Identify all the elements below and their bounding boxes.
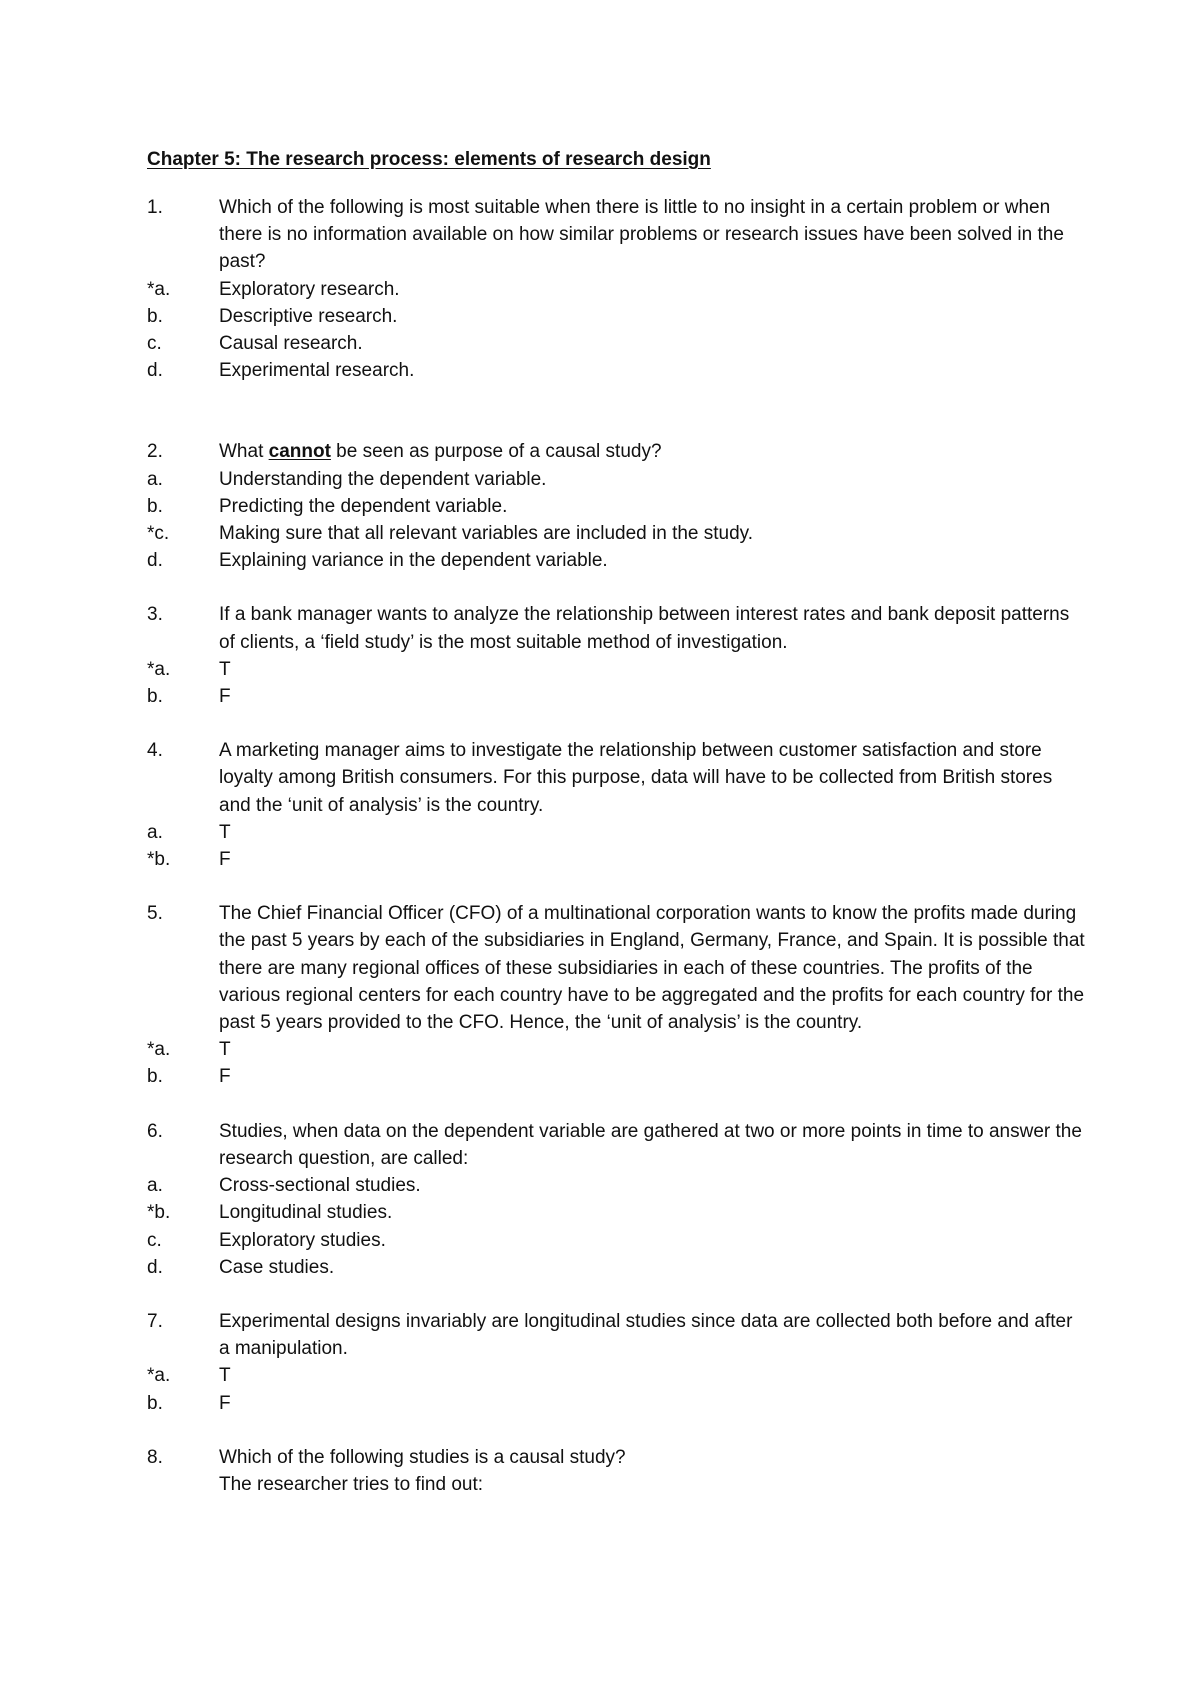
chapter-title: Chapter 5: The research process: elements of research design [147, 149, 711, 170]
option-mark: b. [147, 495, 163, 517]
question-number: 3. [147, 604, 163, 626]
option-text: Predicting the dependent variable. [219, 495, 508, 517]
answer-option [147, 683, 1087, 710]
question-text: The Chief Financial Officer (CFO) of a multinational corporation wants to know the profits made during the past 5 years by each of the subsidiaries in England, Germany, France, and Spain. It is possible that there are many regional offices of these subsidiaries in each of these countries. The profits of the various regional centers for each country have to be aggregated and the profits for each country for the past 5 years provided to the CFO. Hence, the ‘unit of analysis’ is the country. [219, 903, 1085, 1034]
answer-option [147, 1362, 1087, 1389]
question-text [219, 438, 1087, 465]
option-mark: b. [147, 1066, 163, 1088]
question-text-end: be seen as purpose of a causal study? [330, 441, 662, 463]
question-8 [147, 1444, 1087, 1498]
option-mark: c. [147, 1229, 162, 1251]
question-2 [147, 438, 1087, 574]
question-stem [147, 1118, 1087, 1172]
answer-option [147, 493, 1087, 520]
spacer [147, 1417, 1087, 1444]
answer-option [147, 276, 1087, 303]
question-7 [147, 1308, 1087, 1417]
option-text: F [219, 686, 231, 708]
question-text: Studies, when data on the dependent variable are gathered at two or more points in time to answer the research question, are called: [219, 1120, 1082, 1169]
option-mark: *a. [147, 1365, 171, 1387]
question-subtext: The researcher tries to find out: [219, 1473, 484, 1495]
option-text: T [219, 658, 231, 680]
option-mark: *b. [147, 849, 171, 871]
question-number: 4. [147, 740, 163, 762]
option-text: Making sure that all relevant variables are included in the study. [219, 523, 754, 545]
option-text: T [219, 821, 231, 843]
question-text-start: What [219, 441, 269, 463]
question-subtext-row [147, 1471, 1087, 1498]
question-number: 6. [147, 1120, 163, 1142]
question-stem [147, 1308, 1087, 1362]
question-number: 2. [147, 441, 163, 463]
option-text: Experimental research. [219, 360, 415, 382]
option-mark: *b. [147, 1202, 171, 1224]
option-mark: b. [147, 305, 163, 327]
question-4 [147, 737, 1087, 873]
document-page [147, 146, 1087, 1498]
question-number: 7. [147, 1310, 163, 1332]
question-text: Experimental designs invariably are longitudinal studies since data are collected both before and after a manipulation. [219, 1310, 1073, 1360]
spacer [147, 710, 1087, 737]
answer-option [147, 1199, 1087, 1226]
option-mark: a. [147, 1175, 163, 1197]
option-mark: d. [147, 1256, 163, 1278]
question-number: 5. [147, 903, 163, 925]
answer-option [147, 1254, 1087, 1281]
option-mark: d. [147, 360, 163, 382]
option-mark: b. [147, 686, 163, 708]
option-text: Causal research. [219, 333, 363, 355]
question-stem [147, 194, 1087, 276]
option-text: T [219, 1365, 231, 1387]
question-text: If a bank manager wants to analyze the relationship between interest rates and bank deposit patterns of clients, a ‘field study’ is the most suitable method of investigation. [219, 604, 1070, 653]
option-text: Descriptive research. [219, 305, 398, 327]
answer-option [147, 357, 1087, 384]
option-text: Understanding the dependent variable. [219, 468, 547, 490]
option-mark: d. [147, 550, 163, 572]
question-stem [147, 601, 1087, 655]
option-text: Explaining variance in the dependent variable. [219, 550, 608, 572]
question-text: A marketing manager aims to investigate the relationship between customer satisfaction and store loyalty among British consumers. For this purpose, data will have to be collected from British stores and the ‘unit of analysis’ is the country. [219, 740, 1053, 816]
answer-option [147, 819, 1087, 846]
option-mark: *a. [147, 658, 171, 680]
question-text: Which of the following is most suitable when there is little to no insight in a certain problem or when there is no information available on how similar problems or research issues have been solved in the past? [219, 197, 1064, 273]
option-text: Exploratory studies. [219, 1229, 386, 1251]
option-mark: *c. [147, 523, 170, 545]
option-text: Case studies. [219, 1256, 335, 1278]
answer-option [147, 846, 1087, 873]
option-text: F [219, 1066, 231, 1088]
option-text: Cross-sectional studies. [219, 1175, 421, 1197]
question-stem [147, 900, 1087, 1036]
option-text: F [219, 1392, 231, 1414]
answer-option [147, 330, 1087, 357]
option-mark: c. [147, 333, 162, 355]
answer-option [147, 1063, 1087, 1090]
question-number: 1. [147, 197, 163, 218]
spacer [147, 1091, 1087, 1118]
option-text: Exploratory research. [219, 278, 400, 300]
question-3 [147, 601, 1087, 710]
spacer [147, 873, 1087, 900]
question-stem [147, 737, 1087, 819]
spacer [147, 1281, 1087, 1308]
spacer [147, 384, 1087, 438]
option-mark: a. [147, 468, 163, 490]
answer-option [147, 1390, 1087, 1417]
answer-option [147, 1227, 1087, 1254]
option-mark: b. [147, 1392, 163, 1414]
question-number: 8. [147, 1446, 163, 1468]
answer-option [147, 520, 1087, 547]
question-5 [147, 900, 1087, 1090]
option-text: F [219, 849, 231, 871]
emphasis-word: cannot [268, 441, 331, 463]
option-text: T [219, 1039, 231, 1061]
answer-option [147, 1036, 1087, 1063]
option-mark: a. [147, 821, 163, 843]
spacer [147, 574, 1087, 601]
answer-option [147, 547, 1087, 574]
option-mark: *a. [147, 278, 171, 300]
answer-option [147, 303, 1087, 330]
option-mark: *a. [147, 1039, 171, 1061]
question-text: Which of the following studies is a causal study? [219, 1446, 626, 1468]
question-6 [147, 1118, 1087, 1281]
question-stem [147, 1444, 1087, 1471]
option-text: Longitudinal studies. [219, 1202, 393, 1224]
answer-option [147, 1172, 1087, 1199]
question-stem [147, 438, 1087, 465]
answer-option [147, 656, 1087, 683]
question-1 [147, 194, 1087, 384]
answer-option [147, 466, 1087, 493]
